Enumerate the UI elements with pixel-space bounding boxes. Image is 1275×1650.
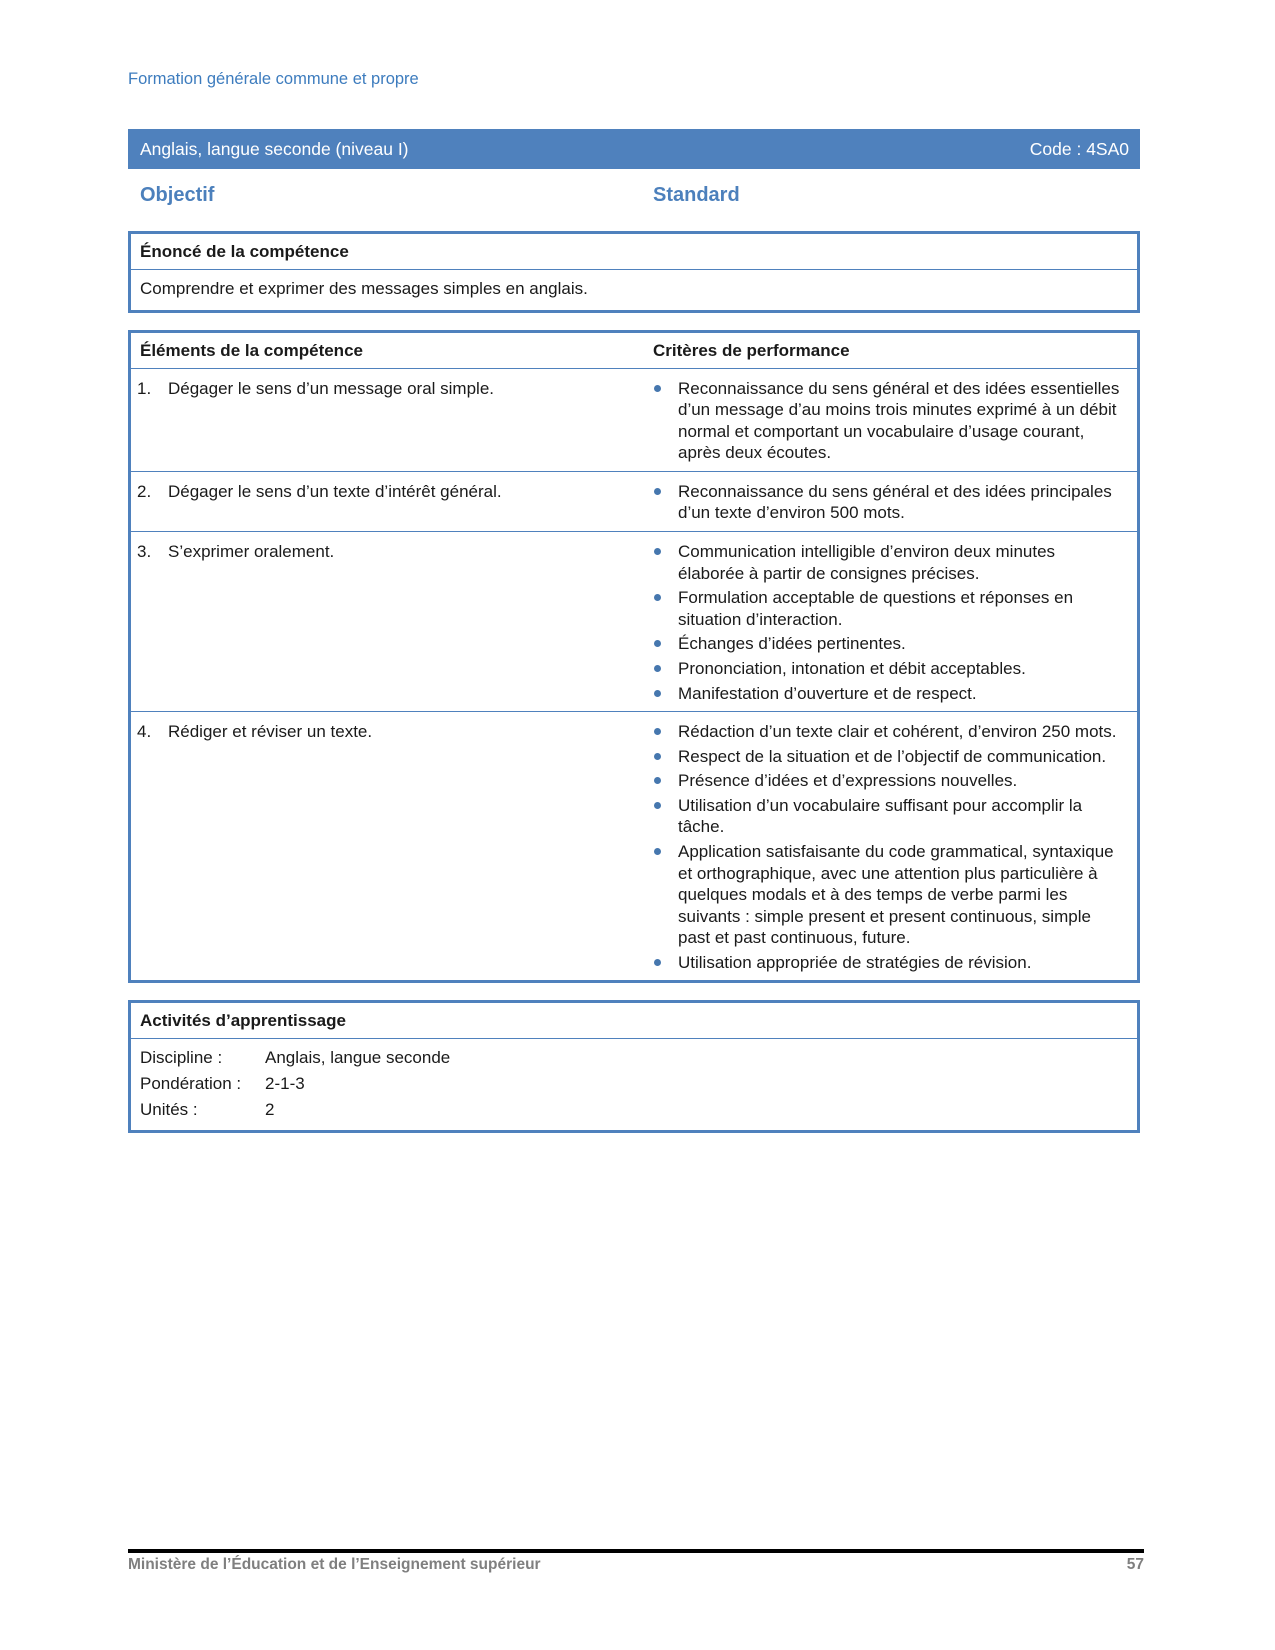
bullet-icon <box>654 690 661 697</box>
bullet-icon <box>654 777 661 784</box>
elements-header: Éléments de la compétence <box>140 340 363 360</box>
activity-row <box>140 1099 1127 1121</box>
activities-box <box>128 1000 1140 1133</box>
bullet-icon <box>654 640 661 647</box>
page-content <box>128 0 1140 1133</box>
bullet-icon <box>654 728 661 735</box>
bullet-icon <box>654 665 661 672</box>
criterion-item <box>651 952 1123 974</box>
criteria-cell <box>651 712 1137 980</box>
criteres-header: Critères de performance <box>653 340 850 360</box>
criteria-cell <box>651 369 1137 471</box>
bullet-icon <box>654 753 661 760</box>
criterion-text: Prononciation, intonation et débit acceptables. <box>678 658 1026 678</box>
criterion-text: Reconnaissance du sens général et des idées essentielles d’un message d’au moins trois minutes exprimé à un débit normal et comportant un vocabulaire d’usage courant, après deux écoutes. <box>678 378 1120 463</box>
criterion-item <box>651 633 1123 655</box>
bullet-icon <box>654 959 661 966</box>
activity-label: Unités : <box>140 1099 198 1119</box>
element-cell <box>131 712 651 980</box>
element-text: Rédiger et réviser un texte. <box>168 722 373 742</box>
element-text: S’exprimer oralement. <box>168 542 335 562</box>
activity-label: Discipline : <box>140 1048 223 1068</box>
criterion-text: Échanges d’idées pertinentes. <box>678 634 906 654</box>
course-title: Anglais, langue seconde (niveau I) <box>140 138 409 159</box>
course-banner <box>128 129 1140 169</box>
bullet-icon <box>654 548 661 555</box>
criterion-item <box>651 721 1123 743</box>
standard-heading: Standard <box>653 184 740 206</box>
criteria-cell <box>651 472 1137 531</box>
criteria-list <box>651 378 1123 464</box>
activity-value: 2-1-3 <box>265 1074 305 1094</box>
activity-row <box>140 1047 1127 1069</box>
enonce-body <box>131 270 1137 310</box>
activity-value: 2 <box>265 1099 275 1119</box>
bullet-icon <box>654 594 661 601</box>
element-number: 3. <box>137 542 152 562</box>
column-headings <box>128 184 1140 214</box>
activity-label: Pondération : <box>140 1074 242 1094</box>
criteria-cell <box>651 532 1137 711</box>
criterion-text: Communication intelligible d’environ deux minutes élaborée à partir de consignes précises. <box>678 542 1056 583</box>
criterion-text: Application satisfaisante du code grammatical, syntaxique et orthographique, avec une attention plus particulière à quelques modals et à des temps de verbe parmi les suivants : simple present et present continuous, simple past et past continuous, future. <box>678 841 1114 948</box>
activity-value: Anglais, langue seconde <box>265 1048 451 1068</box>
criterion-item <box>651 770 1123 792</box>
bullet-icon <box>654 848 661 855</box>
competence-table-body <box>131 369 1137 981</box>
criterion-item <box>651 541 1123 584</box>
bullet-icon <box>654 385 661 392</box>
competence-table <box>128 330 1140 984</box>
criterion-item <box>651 795 1123 838</box>
page-number: 57 <box>1126 1556 1144 1573</box>
criterion-item <box>651 658 1123 680</box>
bullet-icon <box>654 802 661 809</box>
criterion-text: Respect de la situation et de l’objectif de communication. <box>678 746 1107 766</box>
element-number: 2. <box>137 481 152 501</box>
course-code: Code : 4SA0 <box>1029 138 1129 159</box>
table-row <box>131 471 1137 531</box>
activity-row <box>140 1073 1127 1095</box>
criterion-text: Rédaction d’un texte clair et cohérent, d’environ 250 mots. <box>678 722 1117 742</box>
element-cell <box>131 532 651 711</box>
element-text: Dégager le sens d’un message oral simple. <box>168 378 495 398</box>
competence-table-header <box>131 333 1137 369</box>
criterion-text: Formulation acceptable de questions et réponses en situation d’interaction. <box>678 588 1074 629</box>
element-text: Dégager le sens d’un texte d’intérêt général. <box>168 481 502 501</box>
criteria-list <box>651 481 1123 524</box>
criterion-text: Utilisation d’un vocabulaire suffisant pour accomplir la tâche. <box>678 795 1083 837</box>
footer-ministry: Ministère de l’Éducation et de l’Enseignement supérieur <box>128 1556 541 1573</box>
enonce-heading: Énoncé de la compétence <box>131 234 1137 270</box>
enonce-box <box>128 231 1140 313</box>
criterion-item <box>651 481 1123 524</box>
element-number: 1. <box>137 378 152 398</box>
criterion-item <box>651 378 1123 464</box>
table-row <box>131 369 1137 471</box>
element-cell <box>131 472 651 531</box>
criterion-item <box>651 746 1123 768</box>
criterion-item <box>651 683 1123 705</box>
activities-heading: Activités d’apprentissage <box>131 1003 1137 1039</box>
criterion-item <box>651 587 1123 630</box>
page-footer <box>128 1549 1144 1574</box>
criterion-text: Utilisation appropriée de stratégies de révision. <box>678 952 1032 972</box>
table-row <box>131 531 1137 711</box>
section-eyebrow: Formation générale commune et propre <box>128 70 419 88</box>
criterion-text: Reconnaissance du sens général et des idées principales d’un texte d’environ 500 mots. <box>678 481 1112 523</box>
activities-body <box>131 1039 1137 1130</box>
criterion-text: Présence d’idées et d’expressions nouvelles. <box>678 771 1018 791</box>
bullet-icon <box>654 488 661 495</box>
objectif-heading: Objectif <box>140 184 215 206</box>
criteria-list <box>651 541 1123 704</box>
criteria-list <box>651 721 1123 973</box>
element-number: 4. <box>137 722 152 742</box>
criterion-item <box>651 841 1123 949</box>
criterion-text: Manifestation d’ouverture et de respect. <box>678 683 977 703</box>
element-cell <box>131 369 651 471</box>
table-row <box>131 711 1137 980</box>
enonce-text: Comprendre et exprimer des messages simples en anglais. <box>140 279 588 298</box>
